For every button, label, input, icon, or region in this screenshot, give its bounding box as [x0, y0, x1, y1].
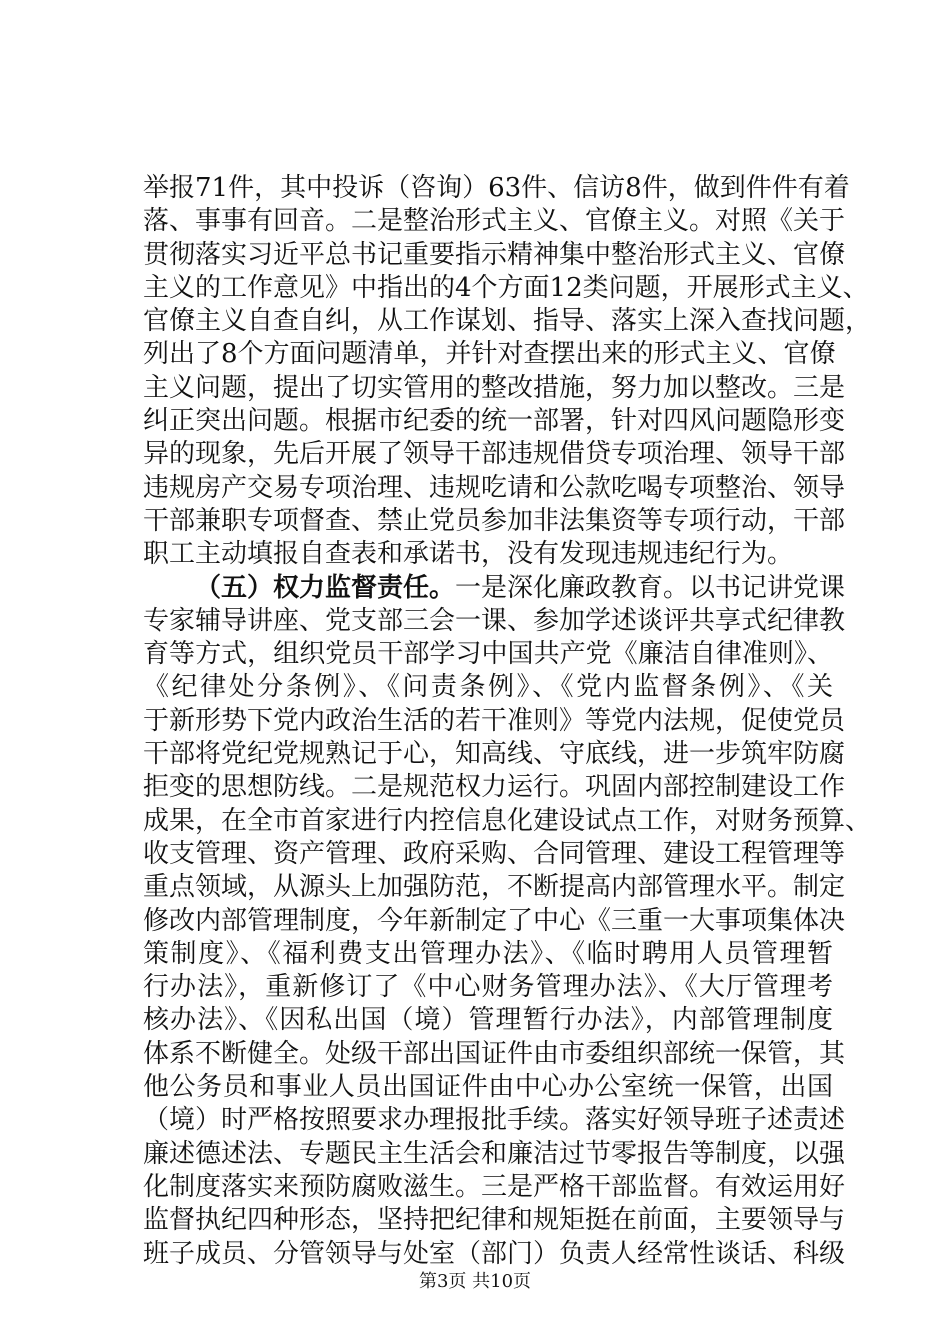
text-line: 体系不断健全。处级干部出国证件由市委组织部统一保管，其: [143, 1038, 846, 1069]
text-line: 干部将党纪党规熟记于心，知高线、守底线，进一步筑牢防腐: [143, 739, 846, 770]
text-line: 列出了8个方面问题清单，并针对查摆出来的形式主义、官僚: [143, 339, 836, 370]
text-line: 贯彻落实习近平总书记重要指示精神集中整治形式主义、官僚: [143, 239, 846, 270]
section-heading-line: [143, 572, 846, 605]
text-line: 策制度》、《福利费支出管理办法》、《临时聘用人员管理暂: [143, 938, 833, 969]
text-line: （境）时严格按照要求办理报批手续。落实好领导班子述责述: [143, 1105, 846, 1136]
text-line: 成果，在全市首家进行内控信息化建设试点工作，对财务预算、: [143, 805, 872, 836]
text-line: 核办法》、《因私出国（境）管理暂行办法》，内部管理制度: [143, 1005, 833, 1036]
text-line: 落、事事有回音。二是整治形式主义、官僚主义。对照《关于: [143, 206, 846, 237]
text-line: 班子成员、分管领导与处室（部门）负责人经常性谈话、科级: [143, 1238, 846, 1269]
text-line: 纠正突出问题。根据市纪委的统一部署，针对四风问题隐形变: [143, 406, 846, 437]
section-heading: （五）权力监督责任。: [195, 572, 456, 603]
text-line: 专家辅导讲座、党支部三会一课、参加学述谈评共享式纪律教: [143, 605, 846, 636]
text-line: 干部兼职专项督查、禁止党员参加非法集资等专项行动，干部: [143, 505, 846, 536]
text-line: 《纪律处分条例》、《问责条例》、《党内监督条例》、《关: [143, 672, 833, 703]
text-line: 于新形势下党内政治生活的若干准则》等党内法规，促使党员: [143, 705, 846, 736]
document-body: [143, 172, 872, 1271]
text-line: 修改内部管理制度，今年新制定了中心《三重一大事项集体决: [143, 905, 846, 936]
text-line: 行办法》，重新修订了《中心财务管理办法》、《大厅管理考: [143, 972, 833, 1003]
text-line-rest: 一是深化廉政教育。以书记讲党课: [455, 572, 846, 603]
text-line: 职工主动填报自查表和承诺书，没有发现违规违纪行为。: [143, 539, 794, 570]
text-line: 重点领域，从源头上加强防范，不断提高内部管理水平。制定: [143, 872, 846, 903]
text-line: 拒变的思想防线。二是规范权力运行。巩固内部控制建设工作: [143, 772, 846, 803]
text-line: 监督执纪四种形态，坚持把纪律和规矩挺在前面，主要领导与: [143, 1205, 846, 1236]
text-line: 异的现象，先后开展了领导干部违规借贷专项治理、领导干部: [143, 439, 846, 470]
text-line: 廉述德述法、专题民主生活会和廉洁过节零报告等制度，以强: [143, 1138, 846, 1169]
text-line: 举报71件，其中投诉（咨询）63件、信访8件，做到件件有着: [143, 173, 850, 203]
text-line: 主义问题，提出了切实管用的整改措施，努力加以整改。三是: [143, 372, 846, 403]
text-line: 收支管理、资产管理、政府采购、合同管理、建设工程管理等: [143, 838, 846, 869]
text-line: 违规房产交易专项治理、违规吃请和公款吃喝专项整治、领导: [143, 472, 846, 503]
page-number: 第3页 共10页: [418, 1271, 532, 1292]
text-line: 官僚主义自查自纠，从工作谋划、指导、落实上深入查找问题，: [143, 306, 872, 337]
text-line: 他公务员和事业人员出国证件由中心办公室统一保管，出国: [143, 1072, 833, 1103]
text-line: 育等方式，组织党员干部学习中国共产党《廉洁自律准则》、: [143, 639, 833, 670]
text-line: 化制度落实来预防腐败滋生。三是严格干部监督。有效运用好: [143, 1171, 846, 1202]
text-line: 主义的工作意见》中指出的4个方面12类问题，开展形式主义、: [143, 272, 869, 303]
